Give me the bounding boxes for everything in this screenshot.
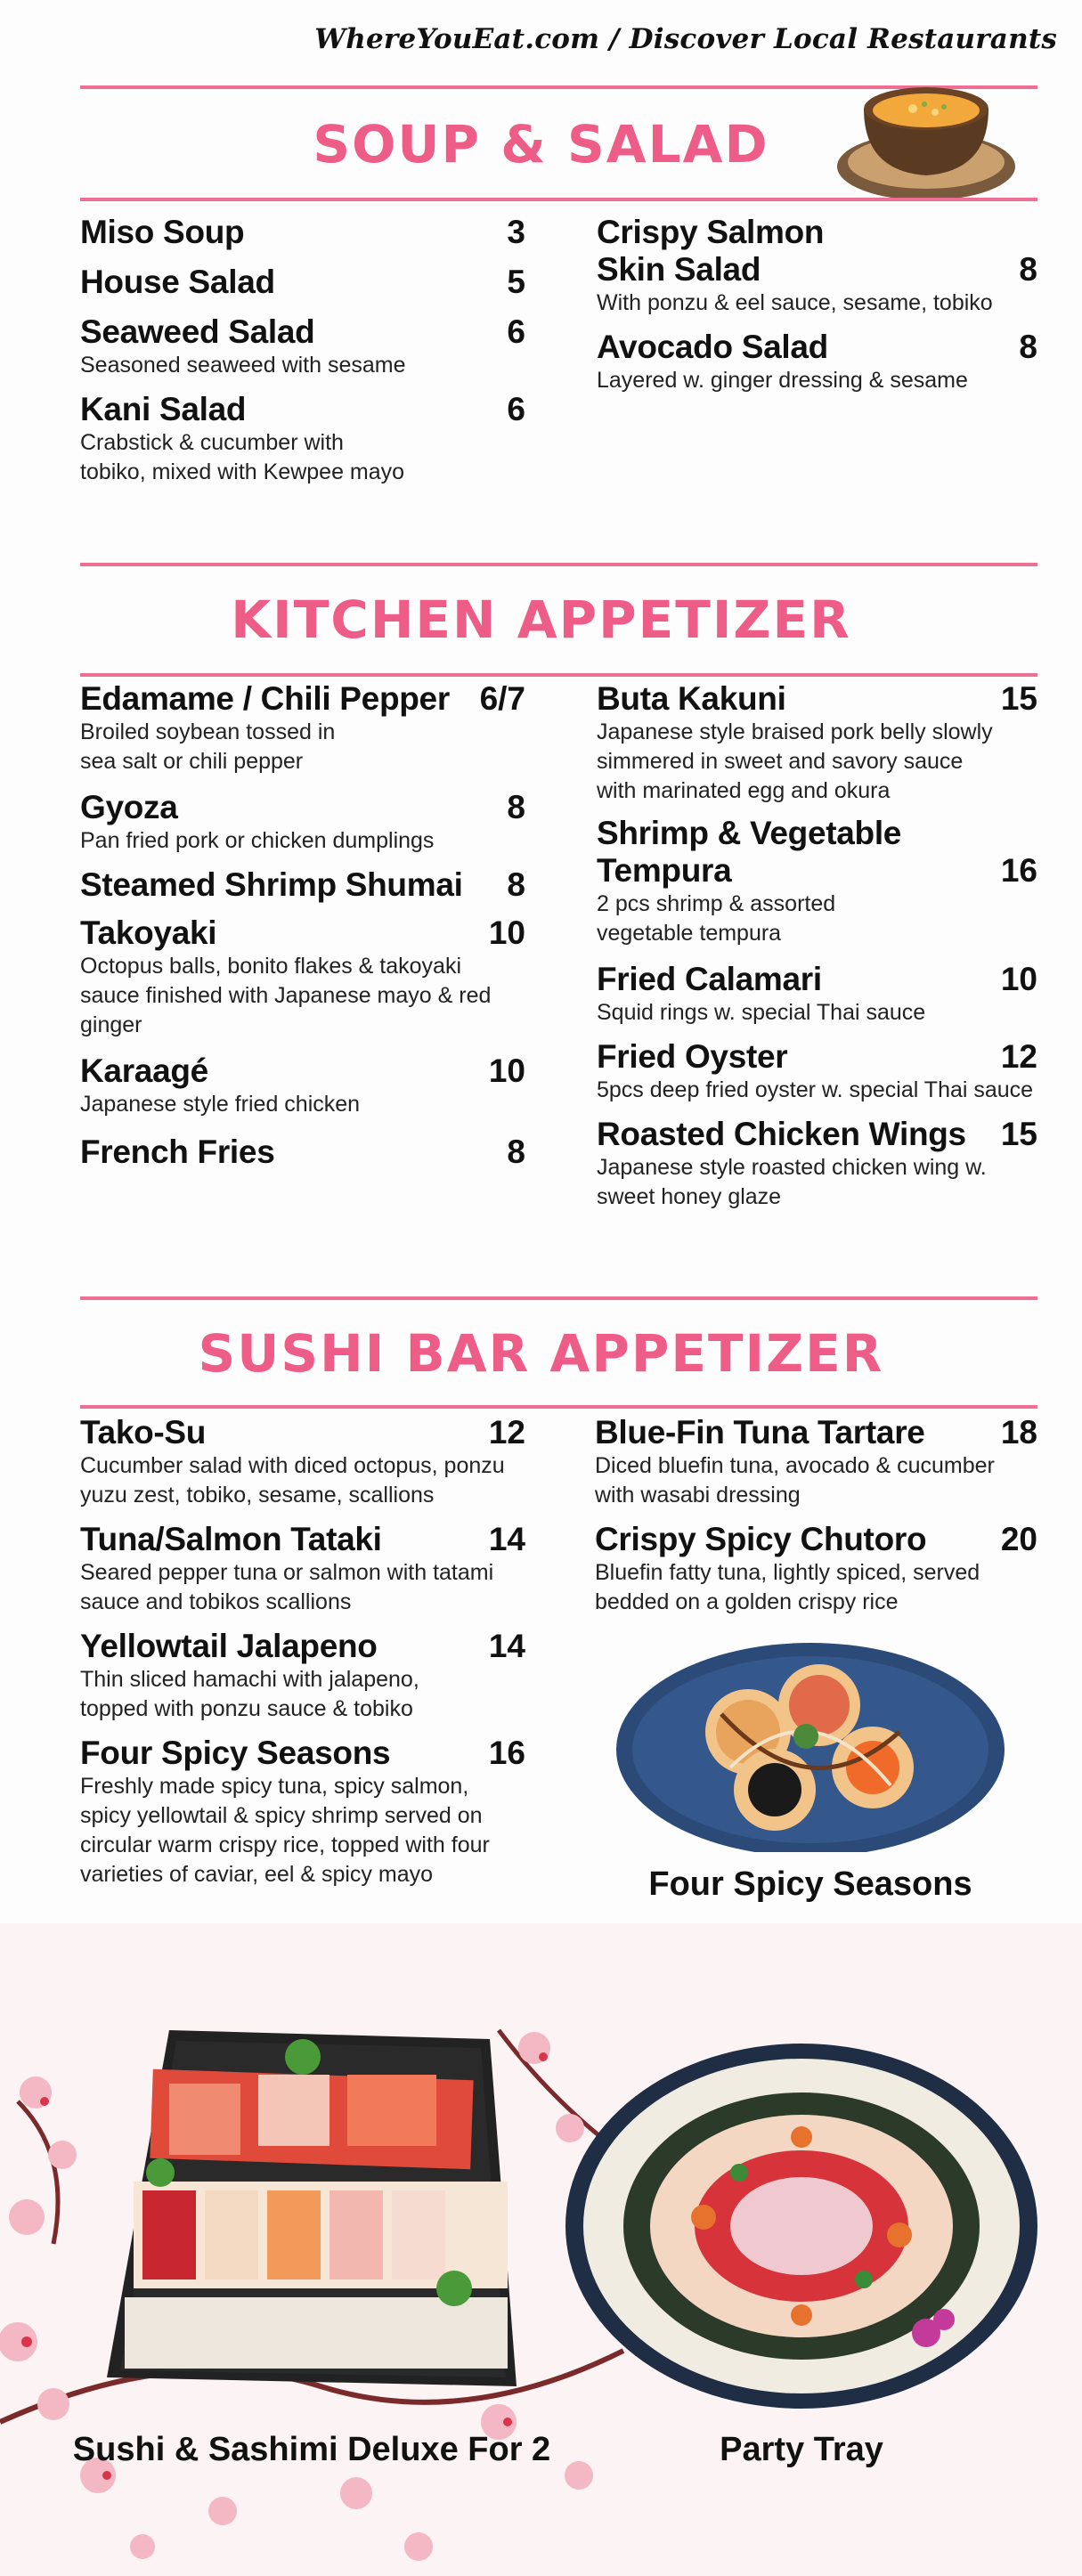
menu-item-name: Kani Salad — [80, 391, 247, 427]
menu-item-price: 6/7 — [479, 680, 525, 717]
menu-item-seaweed-salad — [80, 313, 525, 380]
menu-item-header — [597, 961, 1037, 998]
sushi-sashimi-deluxe-photo — [71, 2021, 534, 2395]
menu-item-price: 8 — [1019, 329, 1037, 365]
menu-item-karaag — [80, 1052, 525, 1119]
menu-item-name: Gyoza — [80, 789, 178, 825]
menu-item-name: Fried Oyster — [597, 1038, 788, 1075]
menu-item-name: Karaagé — [80, 1052, 208, 1089]
menu-item-description: Freshly made spicy tuna, spicy salmon, spicy yellowtail & spicy shrimp served on circular warm crispy rice, topped with four varieties of caviar, eel & spicy mayo — [80, 1774, 490, 1887]
menu-item-name: Crispy Spicy Chutoro — [595, 1521, 927, 1557]
menu-item-tuna-salmon-tataki — [80, 1521, 525, 1617]
menu-item-header — [80, 789, 525, 826]
menu-item-description: With ponzu & eel sauce, sesame, tobiko — [597, 290, 993, 315]
menu-item-name: Tako-Su — [80, 1414, 207, 1451]
menu-item-fried-oyster — [597, 1038, 1037, 1105]
menu-item-header — [597, 1116, 1037, 1153]
menu-item-header — [80, 1134, 525, 1171]
menu-item-header — [80, 1735, 525, 1772]
menu-item-description: 2 pcs shrimp & assorted vegetable tempura — [597, 891, 836, 946]
menu-item-price: 8 — [507, 789, 525, 825]
menu-item-avocado-salad — [597, 329, 1037, 395]
menu-item-name: Four Spicy Seasons — [80, 1735, 391, 1771]
menu-item-name: Tuna/Salmon Tataki — [80, 1521, 382, 1557]
menu-item-description: Japanese style braised pork belly slowly simmered in sweet and savory sauce with marinated egg and okura — [597, 719, 993, 803]
party-tray-photo — [561, 2039, 1042, 2413]
menu-item-price: 8 — [507, 866, 525, 903]
menu-item-price: 16 — [1000, 852, 1037, 889]
menu-item-header — [80, 391, 525, 428]
menu-item-price: 14 — [488, 1628, 525, 1664]
menu-item-price: 16 — [488, 1735, 525, 1771]
menu-item-header — [595, 1521, 1037, 1558]
section-rule — [80, 198, 1037, 201]
menu-item-crispy-salmon-skin-salad — [597, 214, 1037, 318]
menu-item-header — [597, 680, 1037, 718]
menu-item-steamed-shrimp-shumai — [80, 866, 525, 904]
menu-item-price: 12 — [1000, 1038, 1037, 1075]
menu-item-description: Thin sliced hamachi with jalapeno, topped with ponzu sauce & tobiko — [80, 1667, 419, 1721]
menu-item-gyoza — [80, 789, 525, 856]
menu-item-name: House Salad — [80, 264, 275, 300]
menu-item-takoyaki — [80, 914, 525, 1040]
menu-item-name: Fried Calamari — [597, 961, 822, 997]
menu-item-edamame-chili-pepper — [80, 680, 525, 776]
menu-item-description: Cucumber salad with diced octopus, ponzu yuzu zest, tobiko, sesame, scallions — [80, 1453, 505, 1507]
site-watermark: WhereYouEat.com / Discover Local Restaurants — [314, 23, 1057, 55]
menu-item-header — [80, 866, 525, 904]
menu-item-description: Octopus balls, bonito flakes & takoyaki sauce finished with Japanese mayo & red ginger — [80, 954, 492, 1037]
menu-item-description: Bluefin fatty tuna, lightly spiced, served bedded on a golden crispy rice — [595, 1560, 980, 1614]
menu-item-name: Takoyaki — [80, 914, 217, 951]
sushi-bar-right-column — [595, 1414, 1037, 1617]
section-rule — [80, 1405, 1037, 1409]
menu-item-header — [80, 214, 525, 251]
menu-item-name: Buta Kakuni — [597, 680, 786, 717]
menu-item-price: 6 — [507, 313, 525, 350]
menu-item-price: 12 — [488, 1414, 525, 1451]
menu-item-description: Seasoned seaweed with sesame — [80, 353, 406, 378]
menu-item-header — [80, 914, 525, 952]
menu-item-description: Layered w. ginger dressing & sesame — [597, 368, 968, 393]
menu-item-name: French Fries — [80, 1134, 275, 1170]
menu-item-header — [597, 1038, 1037, 1076]
soup-salad-left-column — [80, 214, 525, 487]
menu-item-price: 8 — [507, 1134, 525, 1170]
menu-item-name: Edamame / Chili Pepper — [80, 680, 450, 717]
kitchen-appetizer-right-column — [597, 680, 1037, 1212]
menu-item-description: 5pcs deep fried oyster w. special Thai sauce — [597, 1077, 1034, 1102]
menu-item-french-fries — [80, 1134, 525, 1171]
menu-item-name: Seaweed Salad — [80, 313, 315, 350]
section-rule — [80, 1296, 1037, 1300]
menu-item-price: 10 — [488, 914, 525, 951]
menu-item-header — [80, 1628, 525, 1665]
section-rule — [80, 673, 1037, 677]
menu-item-header — [80, 313, 525, 351]
menu-item-description: Japanese style fried chicken — [80, 1092, 361, 1117]
menu-item-shrimp-vegetable-tempura — [597, 815, 1037, 948]
menu-item-kani-salad — [80, 391, 525, 487]
section-title-sushi-bar-appetizer: SUSHI BAR APPETIZER — [198, 1323, 884, 1384]
menu-item-header — [597, 815, 1037, 890]
menu-item-name: Miso Soup — [80, 214, 245, 250]
menu-item-yellowtail-jalapeno — [80, 1628, 525, 1724]
menu-item-house-salad — [80, 264, 525, 301]
four-spicy-seasons-photo — [614, 1634, 1006, 1852]
section-rule — [80, 563, 1037, 566]
menu-item-tako-su — [80, 1414, 525, 1510]
menu-item-price: 20 — [1000, 1521, 1037, 1557]
menu-item-crispy-spicy-chutoro — [595, 1521, 1037, 1617]
menu-item-description: Squid rings w. special Thai sauce — [597, 1000, 926, 1025]
menu-item-description: Seared pepper tuna or salmon with tatami sauce and tobikos scallions — [80, 1560, 494, 1614]
menu-item-header — [597, 329, 1037, 366]
four-spicy-seasons-caption: Four Spicy Seasons — [648, 1865, 972, 1903]
menu-item-price: 8 — [1019, 251, 1037, 288]
menu-item-price: 10 — [1000, 961, 1037, 997]
section-title-kitchen-appetizer: KITCHEN APPETIZER — [231, 589, 851, 650]
menu-item-name: Yellowtail Jalapeno — [80, 1628, 378, 1664]
menu-item-header — [80, 1414, 525, 1451]
menu-item-miso-soup — [80, 214, 525, 251]
menu-item-header — [80, 680, 525, 718]
menu-item-buta-kakuni — [597, 680, 1037, 806]
menu-item-name: Avocado Salad — [597, 329, 828, 365]
menu-item-header — [80, 1052, 525, 1090]
sushi-sashimi-deluxe-caption: Sushi & Sashimi Deluxe For 2 — [72, 2431, 551, 2468]
menu-item-description: Crabstick & cucumber with tobiko, mixed with Kewpee mayo — [80, 430, 405, 484]
menu-item-price: 3 — [507, 214, 525, 250]
menu-item-price: 14 — [488, 1521, 525, 1557]
menu-item-price: 10 — [488, 1052, 525, 1089]
menu-item-price: 5 — [507, 264, 525, 300]
menu-item-blue-fin-tuna-tartare — [595, 1414, 1037, 1510]
menu-item-header — [80, 264, 525, 301]
soup-salad-right-column — [597, 214, 1037, 395]
menu-item-header — [595, 1414, 1037, 1451]
menu-item-fried-calamari — [597, 961, 1037, 1028]
sushi-bar-left-column — [80, 1414, 525, 1889]
menu-item-name: Crispy Salmon Skin Salad — [597, 214, 825, 288]
menu-item-name: Blue-Fin Tuna Tartare — [595, 1414, 925, 1451]
menu-item-name: Roasted Chicken Wings — [597, 1116, 966, 1152]
menu-item-description: Broiled soybean tossed in sea salt or chili pepper — [80, 719, 336, 774]
menu-item-description: Japanese style roasted chicken wing w. sweet honey glaze — [597, 1155, 987, 1209]
menu-item-price: 6 — [507, 391, 525, 427]
menu-item-header — [597, 214, 1037, 288]
menu-item-price: 15 — [1000, 680, 1037, 717]
menu-item-header — [80, 1521, 525, 1558]
kitchen-appetizer-left-column — [80, 680, 525, 1171]
section-title-soup-salad: SOUP & SALAD — [313, 114, 769, 175]
menu-item-price: 18 — [1000, 1414, 1037, 1451]
menu-item-four-spicy-seasons — [80, 1735, 525, 1889]
party-tray-caption: Party Tray — [720, 2431, 883, 2468]
menu-item-description: Diced bluefin tuna, avocado & cucumber with wasabi dressing — [595, 1453, 995, 1507]
menu-item-price: 15 — [1000, 1116, 1037, 1152]
menu-item-description: Pan fried pork or chicken dumplings — [80, 828, 435, 853]
menu-item-name: Steamed Shrimp Shumai — [80, 866, 463, 903]
menu-item-roasted-chicken-wings — [597, 1116, 1037, 1212]
menu-item-name: Shrimp & Vegetable Tempura — [597, 815, 902, 889]
